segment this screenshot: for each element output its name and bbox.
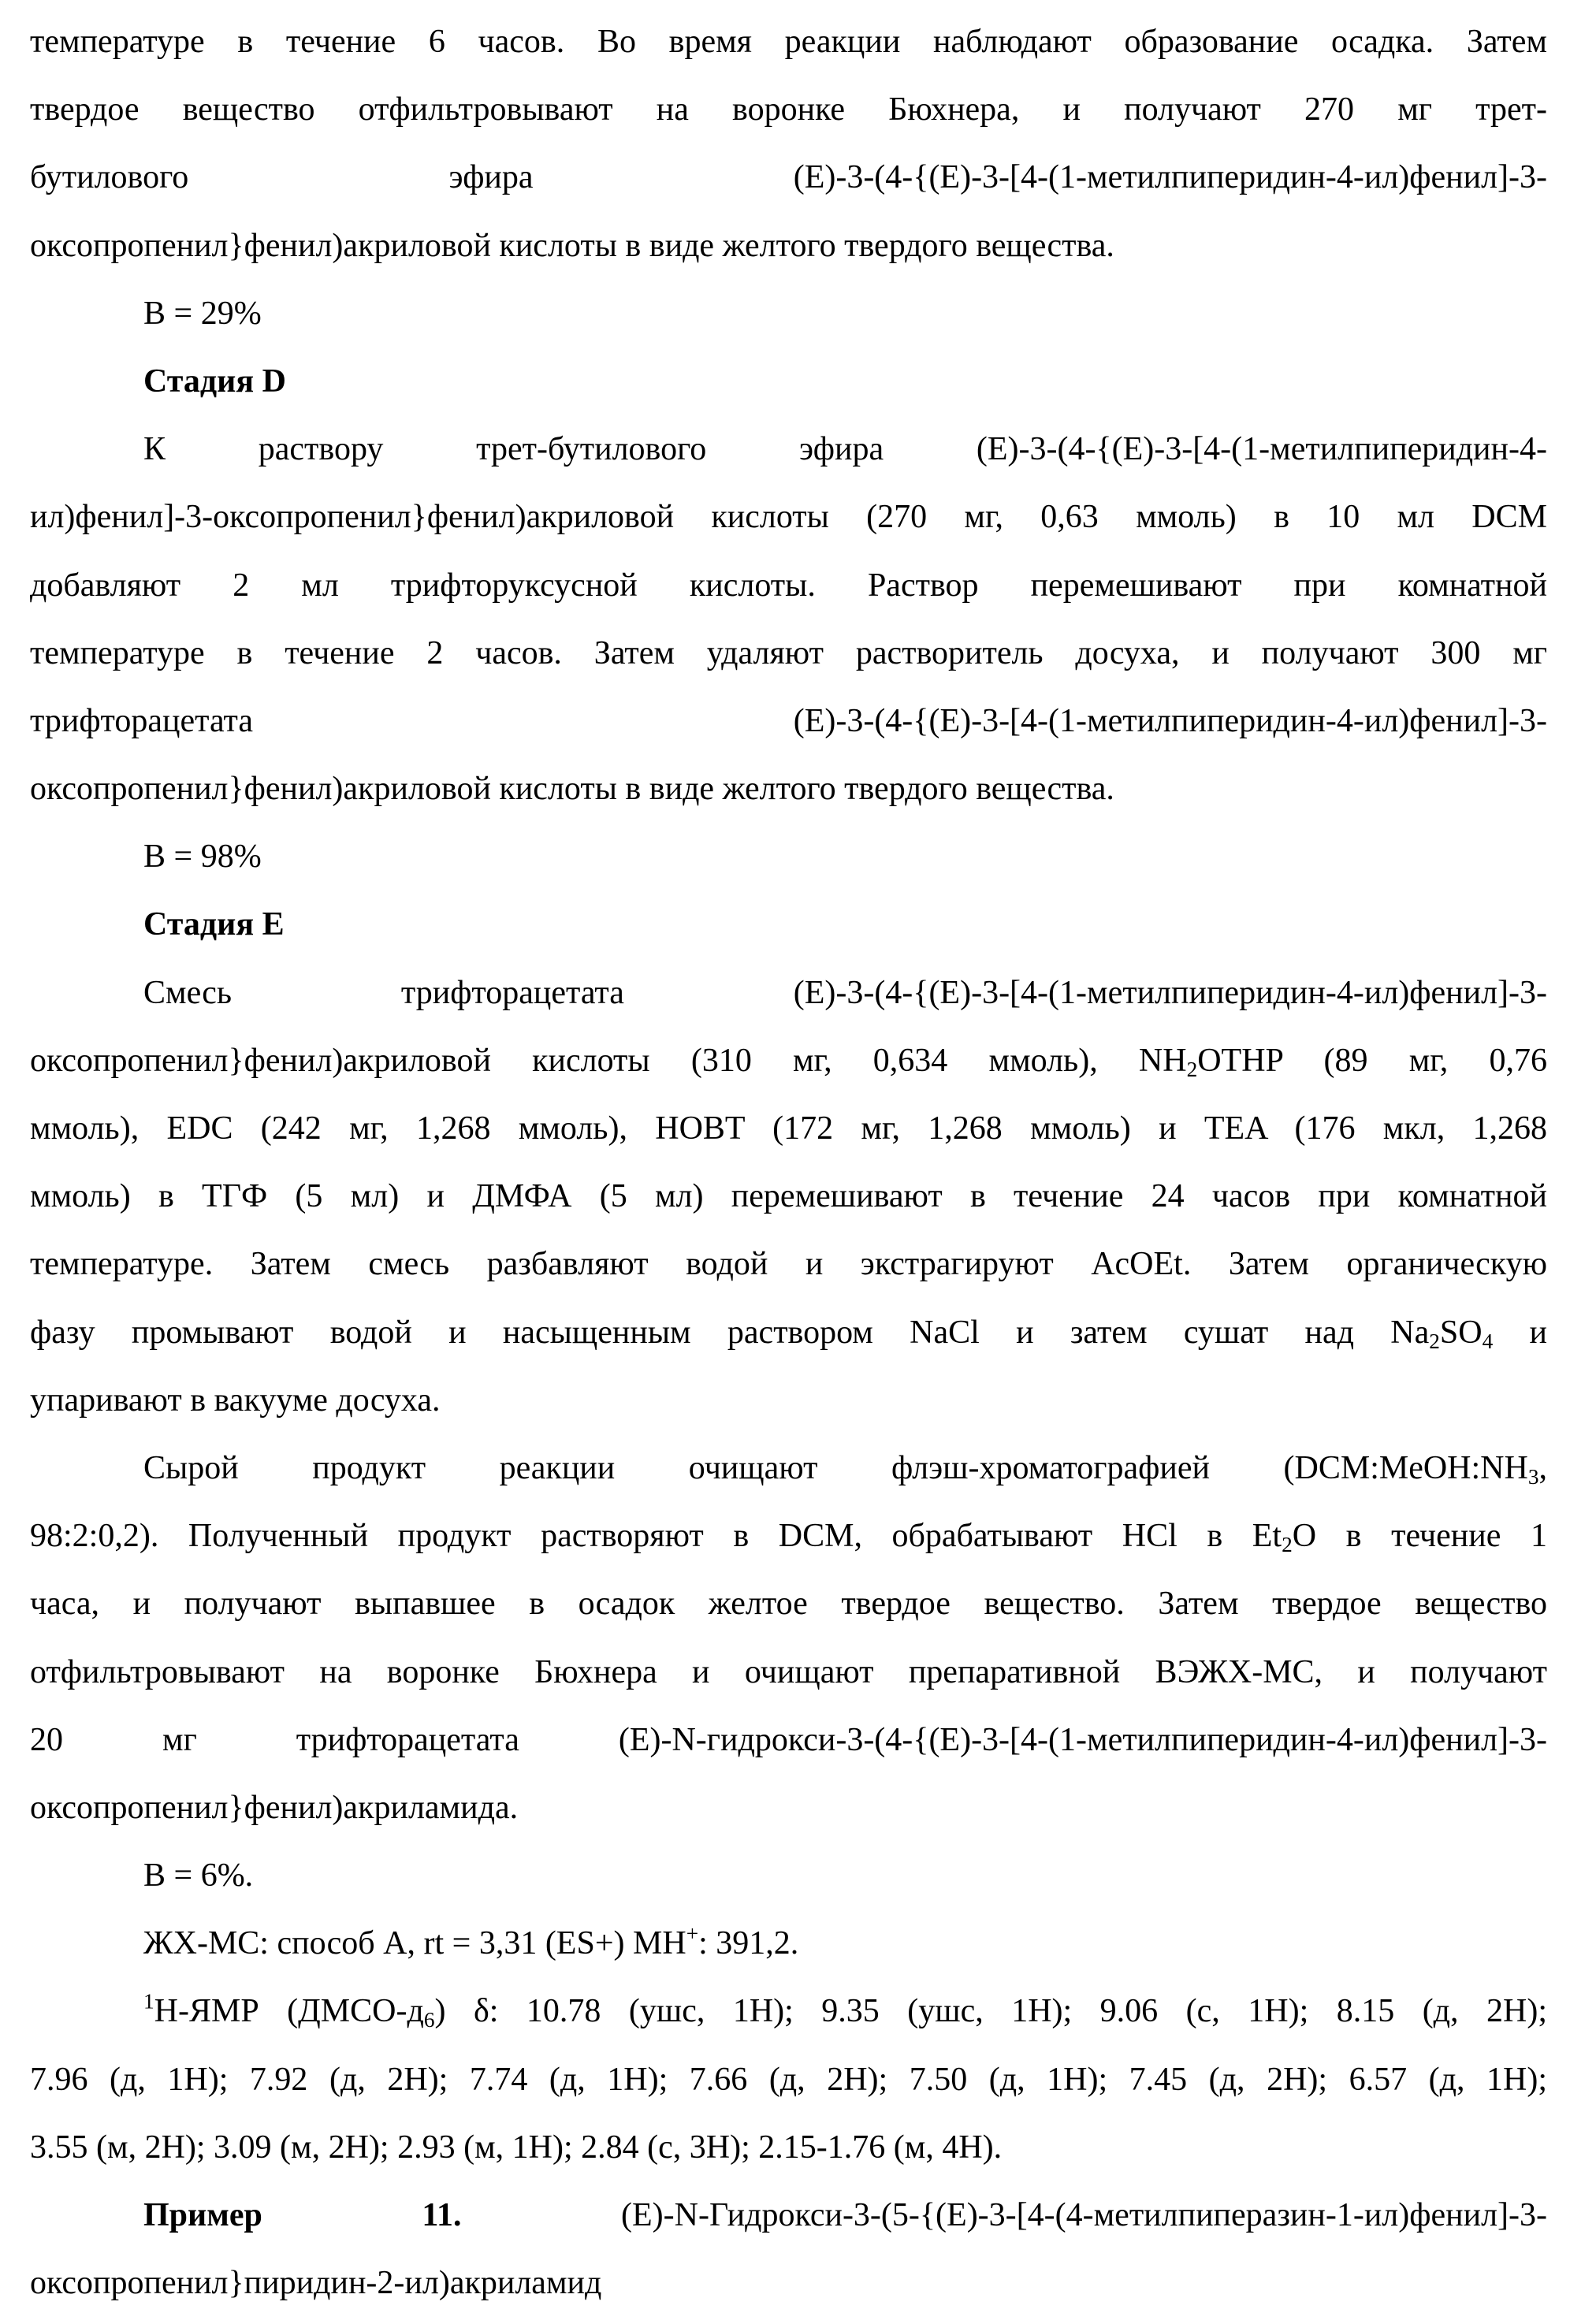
text-segment: трифторацетата (E)-3-(4-{(E)-3-[4-(1-метилпиперидин-4-ил)фенил]-3- — [30, 703, 1547, 739]
text-segment: ЖХ-МС: способ А, rt = 3,31 (ES+) MH — [143, 1925, 686, 1961]
text-segment: H-ЯМР (ДМСО-д — [154, 1993, 424, 2029]
text-segment: ммоль), EDC (242 мг, 1,268 ммоль), HOBT (172 мг, 1,268 ммоль) и TEA (176 мкл, 1,268 — [30, 1110, 1547, 1147]
text-segment: OTHP (89 мг, 0,76 — [1197, 1043, 1547, 1079]
text-line — [30, 1367, 1547, 1434]
text-line — [30, 823, 1547, 891]
text-segment: , — [1539, 1450, 1548, 1486]
document-page — [30, 8, 1547, 2317]
text-line — [30, 1299, 1547, 1367]
text-segment: оксопропенил}фенил)акриловой кислоты в виде желтого твердого вещества. — [30, 228, 1114, 264]
text-line — [30, 212, 1547, 280]
text-segment: отфильтровывают на воронке Бюхнера и очищают препаративной ВЭЖХ-МС, и получают — [30, 1654, 1547, 1690]
text-line — [30, 619, 1547, 687]
text-line — [30, 891, 1547, 958]
text-segment: В = 98% — [143, 838, 262, 875]
text-line — [30, 1230, 1547, 1298]
text-segment: температуре. Затем смесь разбавляют водой и экстрагируют AcOEt. Затем органическую — [30, 1246, 1547, 1282]
bold-heading-text: Стадия E — [143, 906, 285, 943]
text-line — [30, 1095, 1547, 1162]
bold-heading-text: Стадия D — [143, 363, 286, 400]
text-segment: ) δ: 10.78 (ушс, 1H); 9.35 (ушс, 1H); 9.06 (с, 1H); 8.15 (д, 2H); — [435, 1993, 1548, 2029]
text-segment: 98:2:0,2). Полученный продукт растворяют в DCM, обрабатывают HCl в Et — [30, 1518, 1282, 1554]
text-line — [30, 76, 1547, 143]
text-segment: В = 29% — [143, 296, 262, 332]
text-segment: В = 6%. — [143, 1857, 253, 1894]
text-line — [30, 2249, 1547, 2317]
text-line — [30, 1706, 1547, 1774]
subscript: 2 — [1429, 1329, 1440, 1352]
text-line — [30, 2181, 1547, 2249]
text-segment: твердое вещество отфильтровывают на воронке Бюхнера, и получают 270 мг трет- — [30, 91, 1547, 128]
text-segment: Сырой продукт реакции очищают флэш-хроматографией (DCM:MeOH:NH — [143, 1450, 1528, 1486]
text-line — [30, 280, 1547, 348]
text-segment: бутилового эфира (E)-3-(4-{(E)-3-[4-(1-метилпиперидин-4-ил)фенил]-3- — [30, 159, 1547, 195]
text-line — [30, 1570, 1547, 1638]
text-line — [30, 348, 1547, 415]
text-line — [30, 755, 1547, 823]
superscript: 1 — [143, 1990, 154, 2014]
text-segment: упаривают в вакууме досуха. — [30, 1382, 441, 1419]
text-segment: температуре в течение 6 часов. Во время реакции наблюдают образование осадка. Затем — [30, 24, 1547, 60]
subscript: 6 — [424, 2008, 435, 2032]
text-segment: 3.55 (м, 2H); 3.09 (м, 2H); 2.93 (м, 1H); 2.84 (с, 3H); 2.15-1.76 (м, 4H). — [30, 2129, 1002, 2166]
text-segment: и — [1493, 1314, 1547, 1351]
text-segment: 7.96 (д, 1H); 7.92 (д, 2H); 7.74 (д, 1H); 7.66 (д, 2H); 7.50 (д, 1H); 7.45 (д, 2H); 6.57 (д, 1H); — [30, 2062, 1547, 2098]
text-segment: (E)-N-Гидрокси-3-(5-{(E)-3-[4-(4-метилпиперазин-1-ил)фенил]-3- — [462, 2197, 1547, 2233]
text-line — [30, 8, 1547, 76]
subscript: 4 — [1483, 1329, 1494, 1352]
text-line — [30, 1909, 1547, 1977]
text-segment: : 391,2. — [698, 1925, 798, 1961]
text-line — [30, 1027, 1547, 1095]
text-segment: добавляют 2 мл трифторуксусной кислоты. Раствор перемешивают при комнатной — [30, 567, 1547, 604]
text-segment: оксопропенил}фенил)акриловой кислоты (310 мг, 0,634 ммоль), NH — [30, 1043, 1187, 1079]
text-segment: оксопропенил}фенил)акриламида. — [30, 1790, 518, 1826]
text-line — [30, 1977, 1547, 2045]
text-line — [30, 959, 1547, 1027]
text-line — [30, 687, 1547, 755]
text-line — [30, 1774, 1547, 1842]
text-line — [30, 552, 1547, 619]
text-line — [30, 143, 1547, 211]
text-line — [30, 1162, 1547, 1230]
subscript: 2 — [1282, 1533, 1293, 1556]
text-segment: часа, и получают выпавшее в осадок желтое твердое вещество. Затем твердое вещество — [30, 1586, 1547, 1622]
text-segment: фазу промывают водой и насыщенным раствором NaCl и затем сушат над Na — [30, 1314, 1429, 1351]
subscript: 3 — [1528, 1465, 1539, 1489]
superscript: + — [686, 1922, 698, 1946]
text-line — [30, 415, 1547, 483]
text-segment: Смесь трифторацетата (E)-3-(4-{(E)-3-[4-(1-метилпиперидин-4-ил)фенил]-3- — [143, 975, 1547, 1011]
text-line — [30, 2114, 1547, 2181]
text-segment: 20 мг трифторацетата (E)-N-гидрокси-3-(4-{(E)-3-[4-(1-метилпиперидин-4-ил)фенил]-3- — [30, 1722, 1547, 1758]
text-segment: O в течение 1 — [1293, 1518, 1547, 1554]
text-segment: температуре в течение 2 часов. Затем удаляют растворитель досуха, и получают 300 мг — [30, 635, 1547, 671]
text-line — [30, 1638, 1547, 1706]
text-line — [30, 1842, 1547, 1909]
text-segment: SO — [1440, 1314, 1483, 1351]
text-segment: оксопропенил}пиридин-2-ил)акриламид — [30, 2265, 601, 2301]
subscript: 2 — [1187, 1058, 1198, 1081]
text-segment: оксопропенил}фенил)акриловой кислоты в виде желтого твердого вещества. — [30, 771, 1114, 807]
bold-heading-text: Пример 11. — [143, 2197, 462, 2233]
text-segment: ил)фенил]-3-оксопропенил}фенил)акриловой кислоты (270 мг, 0,63 ммоль) в 10 мл DCM — [30, 499, 1547, 535]
text-line — [30, 1434, 1547, 1502]
text-segment: ммоль) в ТГФ (5 мл) и ДМФА (5 мл) перемешивают в течение 24 часов при комнатной — [30, 1178, 1547, 1214]
text-line — [30, 483, 1547, 551]
text-line — [30, 2046, 1547, 2114]
text-line — [30, 1502, 1547, 1570]
text-segment: К раствору трет-бутилового эфира (E)-3-(4-{(E)-3-[4-(1-метилпиперидин-4- — [143, 431, 1547, 467]
